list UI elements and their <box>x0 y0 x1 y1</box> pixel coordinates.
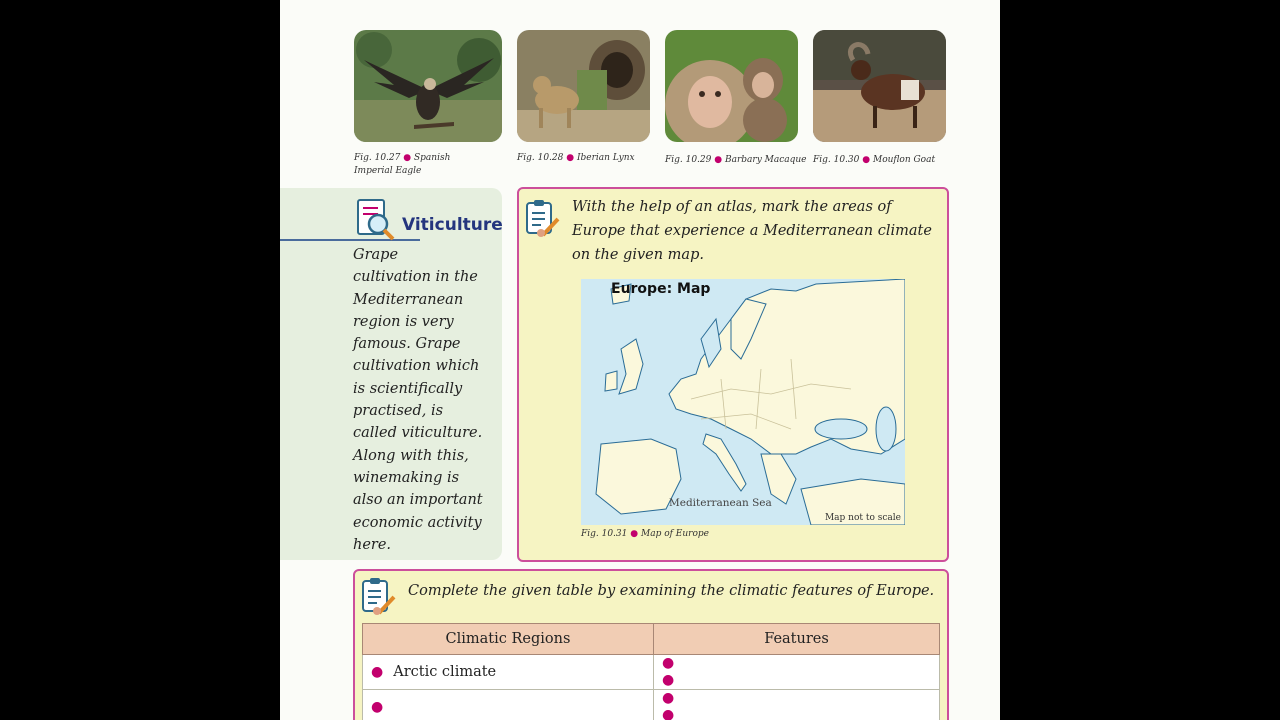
map-scale-note: Map not to scale <box>824 513 901 523</box>
lynx-photo <box>517 30 650 142</box>
map-title: Europe: Map <box>611 281 711 297</box>
bullet-icon: ● <box>662 655 675 671</box>
title-rule <box>280 239 420 241</box>
bullet-icon: ● <box>371 664 384 680</box>
figure-caption-eagle: Fig. 10.27 ● Spanish Imperial Eagle <box>354 153 451 176</box>
activity-instructions: With the help of an atlas, mark the areas of Europe that experience a Mediterranean climate on the given map. <box>572 199 932 263</box>
magnifier-document-icon <box>356 198 396 246</box>
textbook-page <box>280 0 1000 720</box>
region-cell[interactable] <box>363 690 654 720</box>
map-activity-box <box>517 187 949 562</box>
checklist-pencil-icon <box>361 577 397 621</box>
table-row <box>363 690 940 720</box>
column-header-regions: Climatic Regions <box>363 624 654 655</box>
checklist-pencil-icon <box>525 199 561 243</box>
column-header-features: Features <box>654 624 940 655</box>
sidebar-body: Grape cultivation in the Mediterranean region is very famous. Grape cultivation which is scientifically practised, is called viticulture. Along with this, winemaking is also an important economic activity here. <box>353 247 483 553</box>
climate-table <box>362 623 940 720</box>
europe-map <box>581 279 905 525</box>
eagle-photo <box>354 30 502 142</box>
bullet-icon: ● <box>662 672 675 688</box>
bullet-icon: ● <box>371 699 384 715</box>
bullet-icon: ● <box>662 690 675 706</box>
bullet-icon: ● <box>662 707 675 720</box>
figure-caption-macaque: Fig. 10.29 ● Barbary Macaque <box>665 155 807 165</box>
features-cell[interactable] <box>654 690 940 720</box>
table-header-row <box>363 624 940 655</box>
table-question: Complete the given table by examining the climatic features of Europe. <box>408 583 935 599</box>
table-activity-box <box>353 569 949 720</box>
region-cell[interactable]: ● Arctic climate <box>363 655 654 690</box>
sidebar-title: Viticulture <box>402 215 503 235</box>
sea-label: Mediterranean Sea <box>669 497 772 509</box>
figure-caption-mouflon: Fig. 10.30 ● Mouflon Goat <box>813 155 936 165</box>
mouflon-photo <box>813 30 946 142</box>
figure-caption-map: Fig. 10.31 ● Map of Europe <box>581 529 709 539</box>
features-cell[interactable] <box>654 655 940 690</box>
viticulture-sidebar <box>280 188 502 560</box>
figure-caption-lynx: Fig. 10.28 ● Iberian Lynx <box>517 153 635 163</box>
macaque-photo <box>665 30 798 142</box>
table-row <box>363 655 940 690</box>
